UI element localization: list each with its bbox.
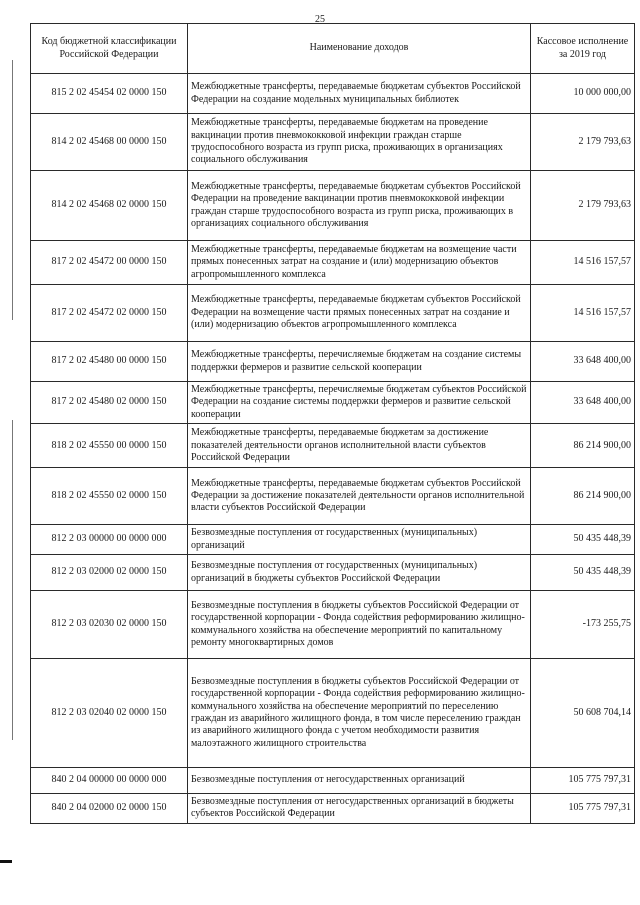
table-row — [31, 74, 635, 114]
table-row — [31, 555, 635, 591]
row-name: Безвозмездные поступления от государственных (муниципальных) организаций в бюджеты субъектов Российской Федерации — [188, 555, 531, 591]
table-row — [31, 468, 635, 525]
table-row — [31, 382, 635, 424]
row-name: Межбюджетные трансферты, передаваемые бюджетам на возмещение части прямых понесенных затрат на создание и (или) модернизацию объектов агропромышленного комплекса — [188, 241, 531, 285]
row-code: 812 2 03 00000 00 0000 000 — [31, 525, 188, 555]
row-name: Безвозмездные поступления от государственных (муниципальных) организаций — [188, 525, 531, 555]
row-name: Межбюджетные трансферты, передаваемые бюджетам субъектов Российской Федерации на проведение вакцинации против пневмококковой инфекции граждан старше трудоспособного возраста из групп риска, проживающих в организациях социального обслуживания — [188, 171, 531, 241]
row-code: 817 2 02 45472 00 0000 150 — [31, 241, 188, 285]
row-code: 814 2 02 45468 02 0000 150 — [31, 171, 188, 241]
row-name: Межбюджетные трансферты, перечисляемые бюджетам субъектов Российской Федерации на создание системы поддержки фермеров и развитие сельской кооперации — [188, 382, 531, 424]
row-amount: 50 435 448,39 — [531, 525, 635, 555]
header-code: Код бюджетной классификации Российской Федерации — [31, 24, 188, 74]
row-amount: 50 435 448,39 — [531, 555, 635, 591]
table-row — [31, 525, 635, 555]
table-row — [31, 285, 635, 342]
row-name: Безвозмездные поступления от негосударственных организаций — [188, 768, 531, 794]
row-amount: 105 775 797,31 — [531, 794, 635, 824]
row-amount: 50 608 704,14 — [531, 659, 635, 768]
table-row — [31, 424, 635, 468]
row-code: 817 2 02 45472 02 0000 150 — [31, 285, 188, 342]
table-row — [31, 114, 635, 171]
row-code: 818 2 02 45550 00 0000 150 — [31, 424, 188, 468]
row-name: Безвозмездные поступления в бюджеты субъектов Российской Федерации от государственной корпорации - Фонда содействия реформированию жилищно-коммунального хозяйства на обеспечение мероприятий по капитальному ремонту многоквартирных домов — [188, 591, 531, 659]
row-amount: 2 179 793,63 — [531, 171, 635, 241]
row-name: Межбюджетные трансферты, перечисляемые бюджетам на создание системы поддержки фермеров и развитие сельской кооперации — [188, 342, 531, 382]
table-header-row — [31, 24, 635, 74]
row-name: Межбюджетные трансферты, передаваемые бюджетам субъектов Российской Федерации за достижение показателей деятельности органов исполнительной власти субъектов Российской Федерации — [188, 468, 531, 525]
row-name: Межбюджетные трансферты, передаваемые бюджетам на проведение вакцинации против пневмококковой инфекции граждан старше трудоспособного возраста из групп риска, проживающих в организациях социального обслуживания — [188, 114, 531, 171]
scan-edge-mark — [0, 860, 12, 863]
row-amount: 33 648 400,00 — [531, 382, 635, 424]
row-code: 817 2 02 45480 00 0000 150 — [31, 342, 188, 382]
row-amount: 105 775 797,31 — [531, 768, 635, 794]
row-code: 812 2 03 02030 02 0000 150 — [31, 591, 188, 659]
row-name: Межбюджетные трансферты, передаваемые бюджетам за достижение показателей деятельности органов исполнительной власти субъектов Российской Федерации — [188, 424, 531, 468]
row-code: 840 2 04 02000 02 0000 150 — [31, 794, 188, 824]
row-name: Безвозмездные поступления в бюджеты субъектов Российской Федерации от государственной корпорации - Фонда содействия реформированию жилищно-коммунального хозяйства на обеспечение мероприятий по переселению граждан из аварийного жилищного фонда, в том числе переселению граждан из аварийного жилищного фонда с учетом необходимости развития малоэтажного жилищного строительства — [188, 659, 531, 768]
table-body — [31, 74, 635, 824]
row-name: Межбюджетные трансферты, передаваемые бюджетам субъектов Российской Федерации на возмещение части прямых понесенных затрат на создание и (или) модернизацию объектов агропромышленного комплекса — [188, 285, 531, 342]
row-code: 812 2 03 02000 02 0000 150 — [31, 555, 188, 591]
row-code: 814 2 02 45468 00 0000 150 — [31, 114, 188, 171]
table-row — [31, 241, 635, 285]
page-number: 25 — [315, 14, 325, 25]
margin-line — [12, 60, 13, 320]
header-name: Наименование доходов — [188, 24, 531, 74]
row-amount: 2 179 793,63 — [531, 114, 635, 171]
row-code: 812 2 03 02040 02 0000 150 — [31, 659, 188, 768]
row-amount: 14 516 157,57 — [531, 241, 635, 285]
table-row — [31, 768, 635, 794]
row-amount: 86 214 900,00 — [531, 424, 635, 468]
table-row — [31, 659, 635, 768]
row-code: 818 2 02 45550 02 0000 150 — [31, 468, 188, 525]
header-amount: Кассовое исполнение за 2019 год — [531, 24, 635, 74]
table-row — [31, 794, 635, 824]
margin-line — [12, 420, 13, 740]
row-code: 817 2 02 45480 02 0000 150 — [31, 382, 188, 424]
row-code: 840 2 04 00000 00 0000 000 — [31, 768, 188, 794]
row-amount: -173 255,75 — [531, 591, 635, 659]
table-row — [31, 171, 635, 241]
row-code: 815 2 02 45454 02 0000 150 — [31, 74, 188, 114]
row-name: Безвозмездные поступления от негосударственных организаций в бюджеты субъектов Российской Федерации — [188, 794, 531, 824]
budget-income-table — [30, 23, 635, 824]
row-amount: 10 000 000,00 — [531, 74, 635, 114]
row-name: Межбюджетные трансферты, передаваемые бюджетам субъектов Российской Федерации на создание модельных муниципальных библиотек — [188, 74, 531, 114]
table-row — [31, 591, 635, 659]
row-amount: 86 214 900,00 — [531, 468, 635, 525]
row-amount: 33 648 400,00 — [531, 342, 635, 382]
table-row — [31, 342, 635, 382]
row-amount: 14 516 157,57 — [531, 285, 635, 342]
